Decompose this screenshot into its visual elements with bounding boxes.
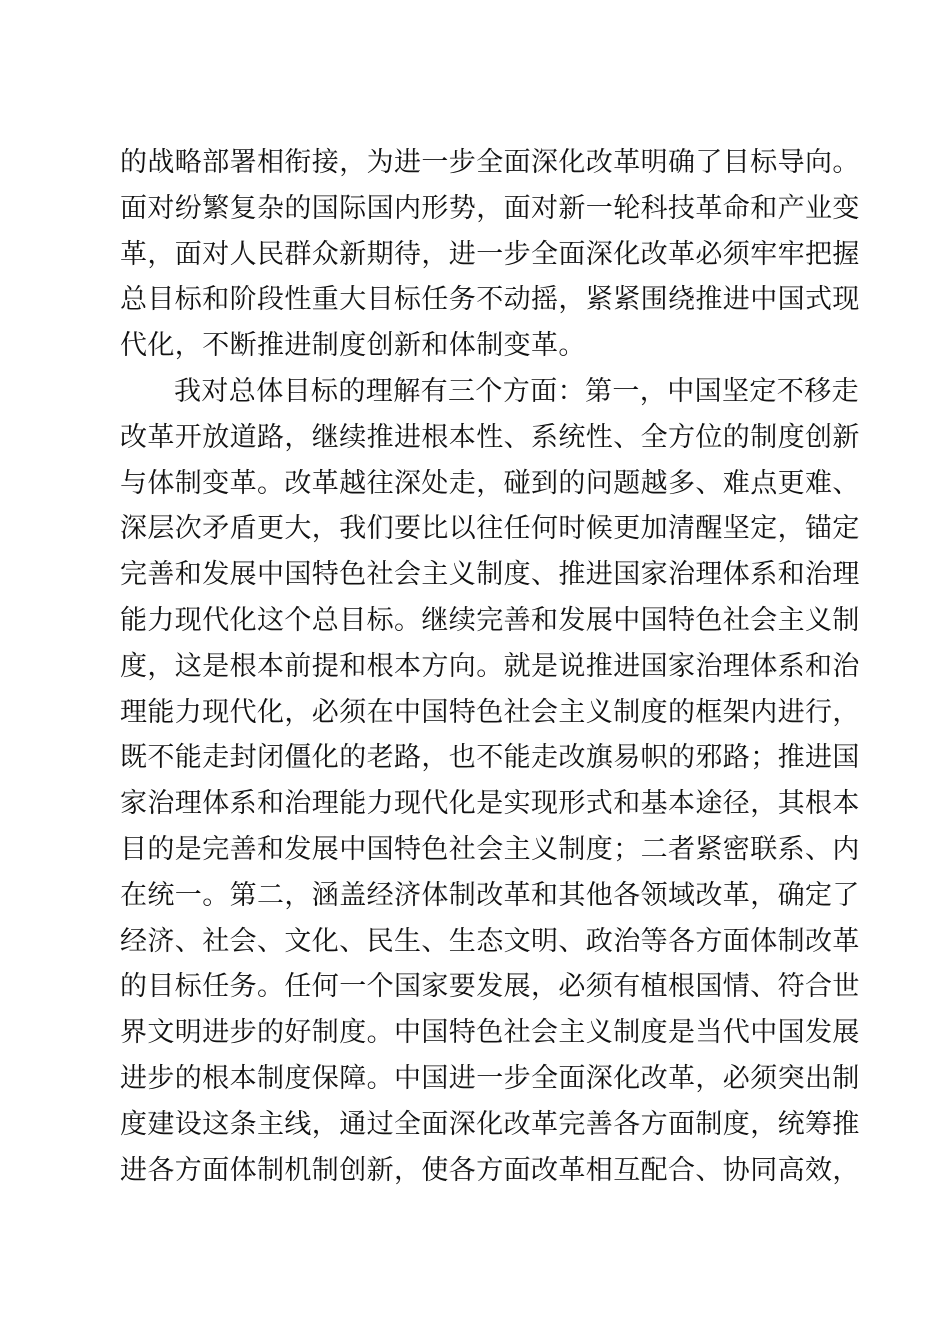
paragraph-line: 理能力现代化，必须在中国特色社会主义制度的框架内进行，: [120, 696, 860, 728]
paragraph-line: 改革开放道路，继续推进根本性、系统性、全方位的制度创新: [120, 421, 860, 453]
paragraph-line: 面对纷繁复杂的国际国内形势，面对新一轮科技革命和产业变: [120, 192, 860, 224]
paragraph-line: 代化，不断推进制度创新和体制变革。: [120, 330, 586, 362]
paragraph-line: 的战略部署相衔接，为进一步全面深化改革明确了目标导向。: [120, 147, 860, 178]
paragraph-line: 与体制变革。改革越往深处走，碰到的问题越多、难点更难、: [120, 467, 860, 499]
paragraph-1: [120, 140, 860, 369]
paragraph-line: 能力现代化这个总目标。继续完善和发展中国特色社会主义制: [120, 604, 860, 636]
paragraph-line: 深层次矛盾更大，我们要比以往任何时候更加清醒坚定，锚定: [120, 513, 860, 545]
paragraph-line: 革，面对人民群众新期待，进一步全面深化改革必须牢牢把握: [120, 238, 860, 270]
paragraph-line: 界文明进步的好制度。中国特色社会主义制度是当代中国发展: [120, 1017, 860, 1049]
paragraph-line: 既不能走封闭僵化的老路，也不能走改旗易帜的邪路；推进国: [120, 742, 860, 774]
paragraph-line: 度建设这条主线，通过全面深化改革完善各方面制度，统筹推: [120, 1108, 860, 1140]
paragraph-line: 目的是完善和发展中国特色社会主义制度；二者紧密联系、内: [120, 833, 860, 865]
paragraph-line: 度，这是根本前提和根本方向。就是说推进国家治理体系和治: [120, 650, 860, 682]
paragraph-line: 的目标任务。任何一个国家要发展，必须有植根国情、符合世: [120, 971, 860, 1003]
paragraph-2: [120, 369, 860, 1193]
document-body: [120, 140, 860, 1193]
paragraph-line: 总目标和阶段性重大目标任务不动摇，紧紧围绕推进中国式现: [120, 284, 860, 316]
paragraph-line: 进步的根本制度保障。中国进一步全面深化改革，必须突出制: [120, 1062, 860, 1094]
paragraph-line: 家治理体系和治理能力现代化是实现形式和基本途径，其根本: [120, 788, 860, 820]
paragraph-line: 进各方面体制机制创新，使各方面改革相互配合、协同高效，: [120, 1154, 860, 1186]
paragraph-line: 经济、社会、文化、民生、生态文明、政治等各方面体制改革: [120, 925, 860, 957]
paragraph-line: 完善和发展中国特色社会主义制度、推进国家治理体系和治理: [120, 559, 860, 591]
paragraph-line: 在统一。第二，涵盖经济体制改革和其他各领域改革，确定了: [120, 879, 860, 911]
paragraph-line: 我对总体目标的理解有三个方面：第一，中国坚定不移走: [174, 375, 859, 407]
